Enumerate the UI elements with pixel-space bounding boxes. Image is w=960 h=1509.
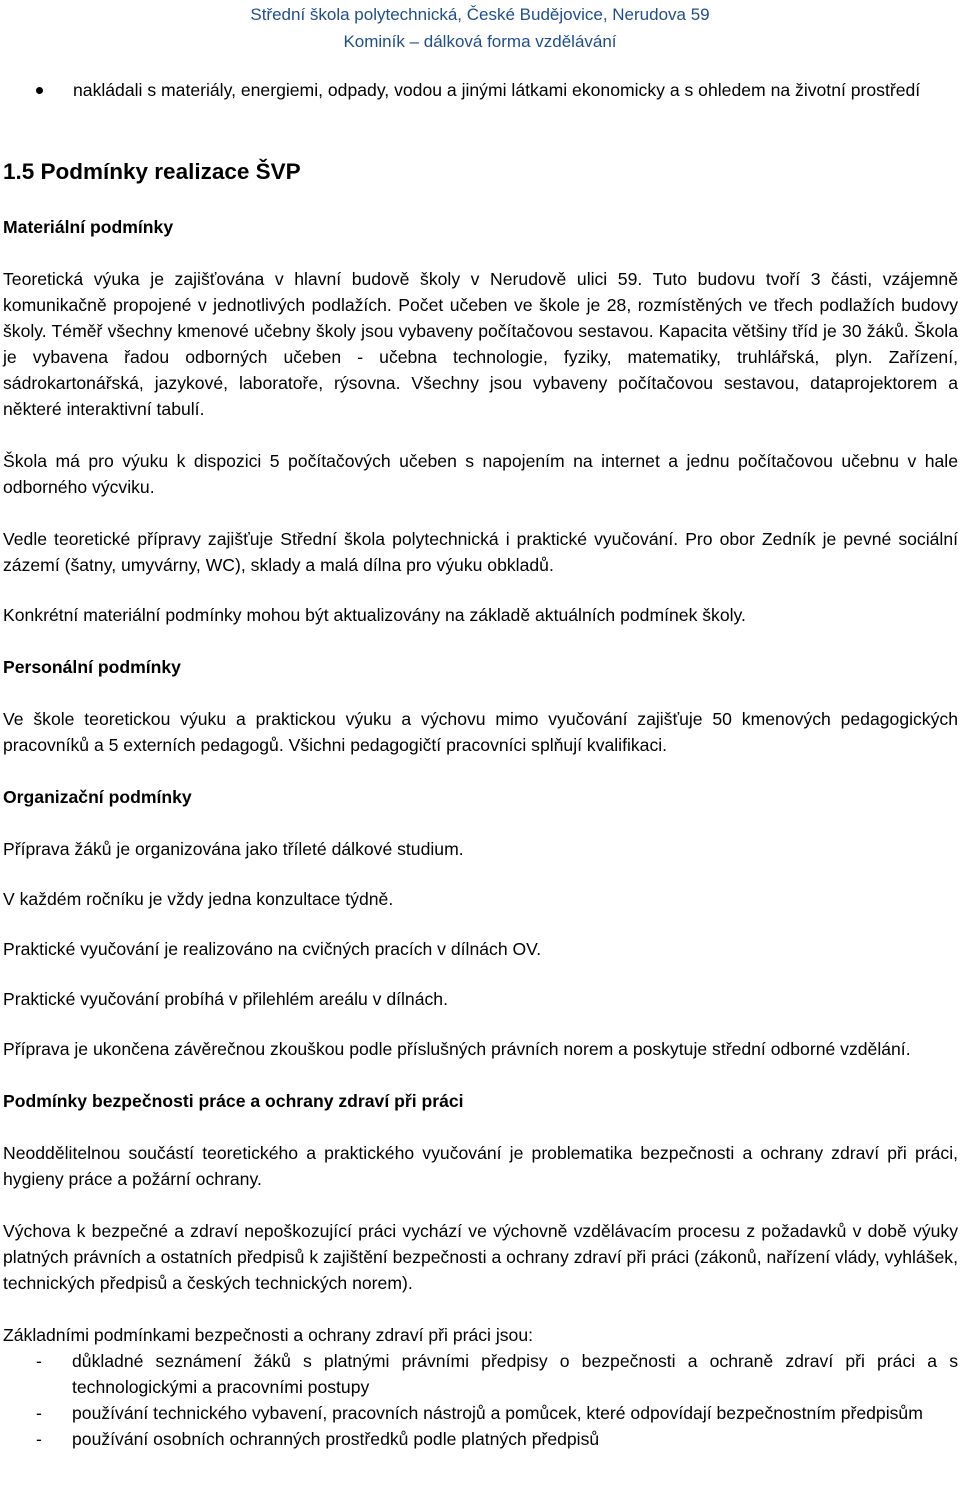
dash-marker: - (36, 1351, 42, 1371)
organizational-paragraph: Praktické vyučování probíhá v přilehlém areálu v dílnách. (3, 989, 448, 1009)
bullet-icon (36, 87, 43, 94)
safety-conditions-list (3, 1348, 958, 1452)
material-paragraph: Škola má pro výuku k dispozici 5 počítačových učeben s napojením na internet a jednu počítačovou učebnu v hale odborného výcviku. (3, 451, 958, 497)
dash-marker: - (36, 1429, 42, 1449)
header-program-name: Kominík – dálková forma vzdělávání (343, 32, 617, 51)
safety-paragraph: Výchova k bezpečné a zdraví nepoškozující práci vychází ve výchovně vzdělávacím procesu z požadavků v době výuky platných právních a ostatních předpisů k zajištění bezpečnosti a ochrany zdraví při práci (zákonů, nařízení vlády, vyhlášek, technických předpisů a českých technických norem). (3, 1221, 958, 1293)
list-item-text: používání technického vybavení, pracovních nástrojů a pomůcek, které odpovídají bezpečnostním předpisům (72, 1403, 923, 1423)
organizational-paragraph: Příprava je ukončena závěrečnou zkouškou podle příslušných právních norem a poskytuje střední odborné vzdělání. (3, 1039, 911, 1059)
personal-heading: Personální podmínky (3, 657, 181, 677)
page-header (0, 0, 960, 55)
material-paragraph: Vedle teoretické přípravy zajišťuje Střední škola polytechnická i praktické vyučování. Pro obor Zedník je pevné sociální zázemí (šatny, umyvárny, WC), sklady a malá dílna pro výuku obkladů. (3, 529, 958, 575)
safety-paragraph: Neoddělitelnou součástí teoretického a praktického vyučování je problematika bezpečnosti a ochrany zdraví při práci, hygieny práce a požární ochrany. (3, 1143, 958, 1189)
dash-marker: - (36, 1403, 42, 1423)
list-item (3, 1426, 958, 1452)
list-item (3, 1348, 958, 1400)
intro-bullet-text: nakládali s materiály, energiemi, odpady, vodou a jinými látkami ekonomicky a s ohledem na životní prostředí (73, 80, 921, 100)
safety-heading: Podmínky bezpečnosti práce a ochrany zdraví při práci (3, 1091, 464, 1111)
list-item-text: používání osobních ochranných prostředků podle platných předpisů (72, 1429, 600, 1449)
header-school-name: Střední škola polytechnická, České Budějovice, Nerudova 59 (250, 5, 710, 24)
document-body (3, 77, 958, 1452)
list-item-text: důkladné seznámení žáků s platnými právními předpisy o bezpečnosti a ochraně zdraví při práci a s technologickými a pracovními postupy (72, 1351, 958, 1397)
material-heading: Materiální podmínky (3, 217, 174, 237)
material-paragraph: Konkrétní materiální podmínky mohou být aktualizovány na základě aktuálních podmínek školy. (3, 605, 746, 625)
safety-paragraph: Základními podmínkami bezpečnosti a ochrany zdraví při práci jsou: (3, 1325, 534, 1345)
section-title: 1.5 Podmínky realizace ŠVP (3, 159, 301, 184)
organizational-paragraph: Praktické vyučování je realizováno na cvičných pracích v dílnách OV. (3, 939, 542, 959)
material-paragraph: Teoretická výuka je zajišťována v hlavní budově školy v Nerudově ulici 59. Tuto budovu tvoří 3 části, vzájemně komunikačně propojené v jednotlivých podlažích. Počet učeben ve škole je 28, rozmístěných ve třech podlažích budovy školy. Téměř všechny kmenové učebny školy jsou vybaveny počítačovou sestavou. Kapacita většiny tříd je 30 žáků. Škola je vybavena řadou odborných učeben - učebna technologie, fyziky, matematiky, truhlářská, plyn. Zařízení, sádrokartonářská, jazykové, laboratoře, rýsovna. Všechny jsou vybaveny počítačovou sestavou, dataprojektorem a některé interaktivní tabulí. (3, 269, 958, 419)
organizational-paragraph: Příprava žáků je organizována jako tříleté dálkové studium. (3, 839, 464, 859)
intro-bullet-item (3, 77, 958, 103)
organizational-heading: Organizační podmínky (3, 787, 192, 807)
list-item (3, 1400, 958, 1426)
personal-paragraph: Ve škole teoretickou výuku a praktickou výuku a výchovu mimo vyučování zajišťuje 50 kmenových pedagogických pracovníků a 5 externích pedagogů. Všichni pedagogičtí pracovníci splňují kvalifikaci. (3, 709, 958, 755)
organizational-paragraph: V každém ročníku je vždy jedna konzultace týdně. (3, 889, 394, 909)
